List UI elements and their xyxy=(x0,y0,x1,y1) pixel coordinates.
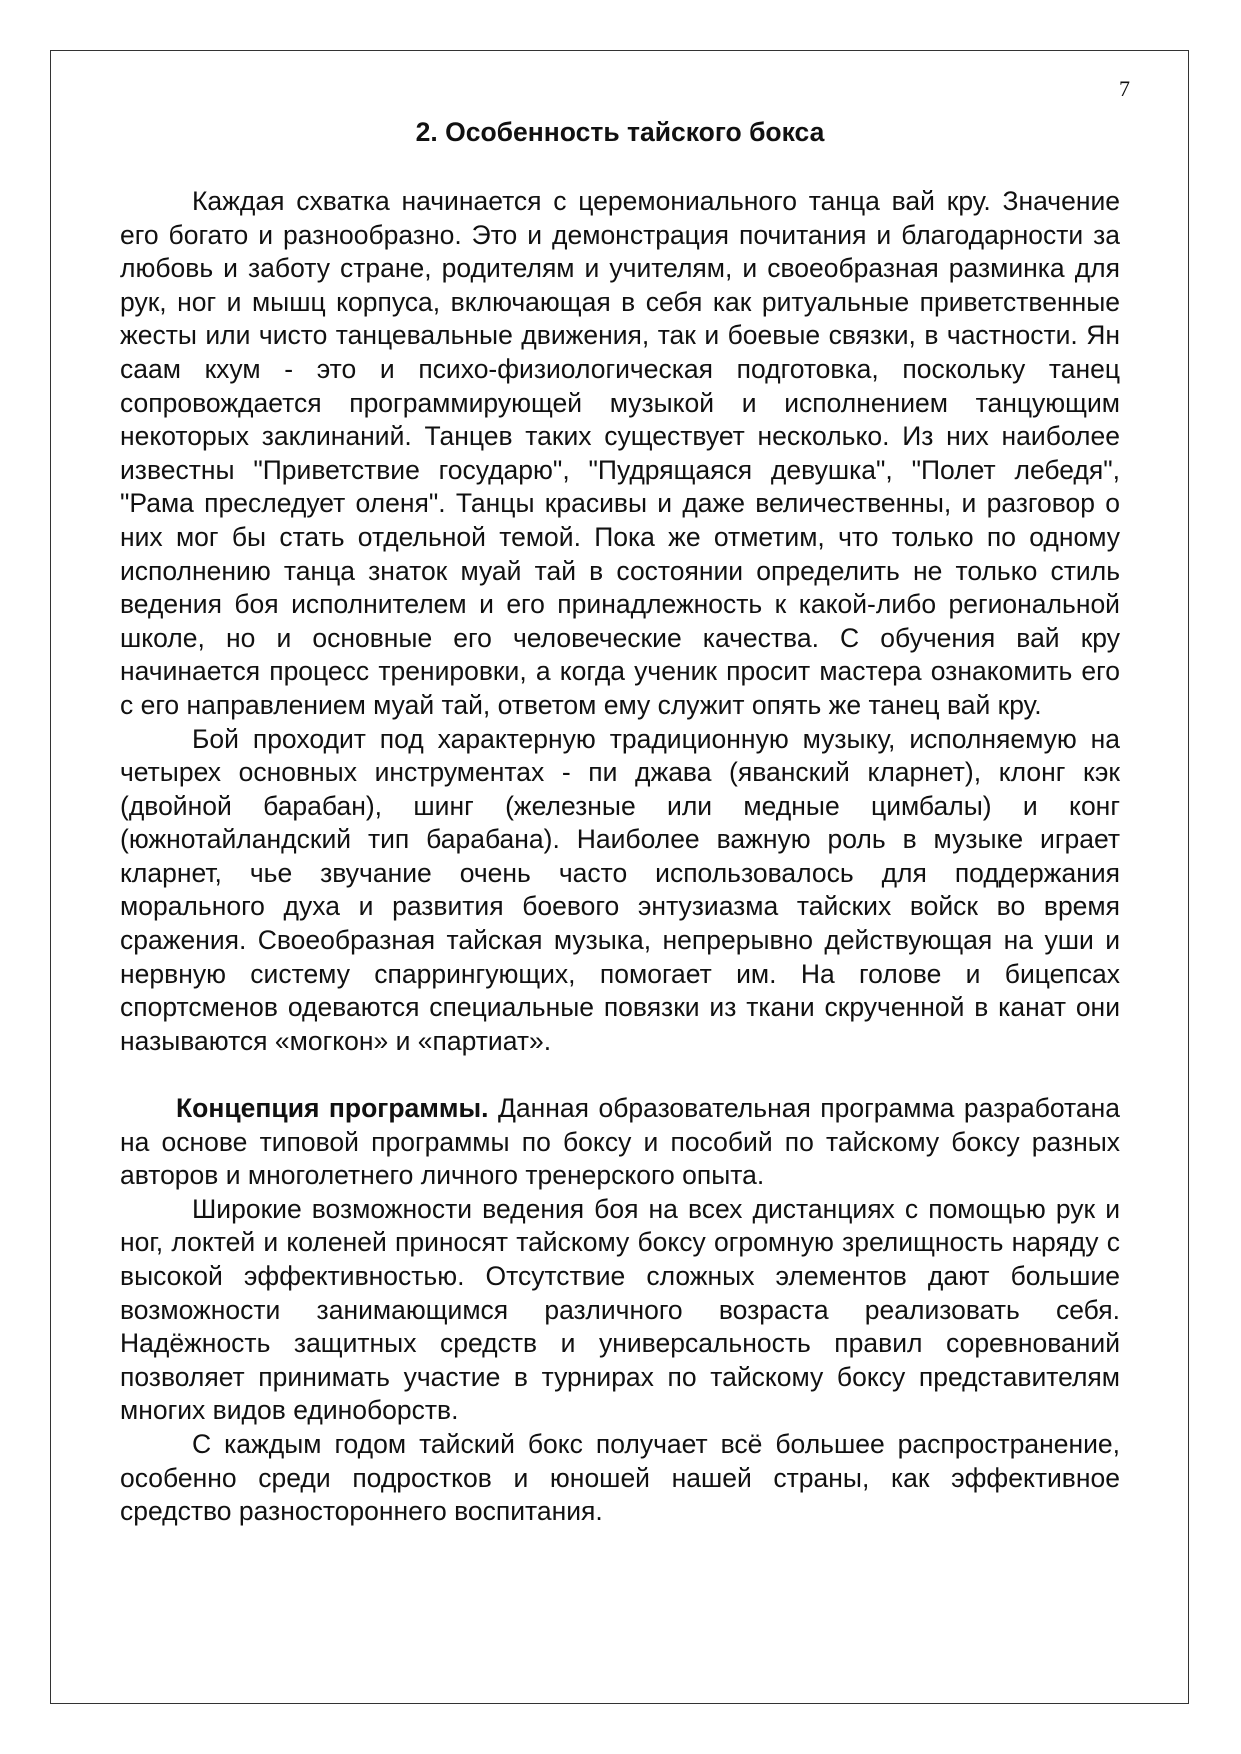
document-body xyxy=(120,185,1120,1529)
paragraph-wai-kru: Каждая схватка начинается с церемониального танца вай кру. Значение его богато и разнообразно. Это и демонстрация почитания и благодарности за любовь и заботу стране, родителям и учителям, и своеобразная разминка для рук, ног и мышц корпуса, включающая в себя как ритуальные приветственные жесты или чисто танцевальные движения, так и боевые связки, в частности. Ян саам кхум - это и психо-физиологическая подготовка, поскольку танец сопровождается программирующей музыкой и исполнением танцующим некоторых заклинаний. Танцев таких существует несколько. Из них наиболее известны "Приветствие государю", "Пудрящаяся девушка", "Полет лебедя", "Рама преследует оленя". Танцы красивы и даже величественны, и разговор о них мог бы стать отдельной темой. Пока же отметим, что только по одному исполнению танца знаток муай тай в состоянии определить не только стиль ведения боя исполнителем и его принадлежность к какой-либо региональной школе, но и основные его человеческие качества. С обучения вай кру начинается процесс тренировки, а когда ученик просит мастера ознакомить его с его направлением муай тай, ответом ему служит опять же танец вай кру. xyxy=(120,186,1120,720)
concept-label: Концепция программы. xyxy=(176,1093,489,1124)
section-title: 2. Особенность тайского бокса xyxy=(415,117,825,147)
paragraph-concept xyxy=(120,1092,1120,1193)
paragraph-popularity: С каждым годом тайский бокс получает всё большее распространение, особенно среди подростков и юношей нашей страны, как эффективное средство разностороннего воспитания. xyxy=(120,1428,1120,1527)
concept-text: Данная образовательная программа разработана на основе типовой программы по боксу и пособий по тайскому боксу разных авторов и многолетнего личного тренерского опыта. xyxy=(120,1093,1120,1191)
paragraph-music: Бой проходит под характерную традиционную музыку, исполняемую на четырех основных инструментах - пи джава (яванский кларнет), клонг кэк (двойной барабан), шинг (железные или медные цимбалы) и конг (южнотайландский тип барабана). Наиболее важную роль в музыке играет кларнет, чье звучание очень часто использовалось для поддержания морального духа и развития боевого энтузиазма тайских войск во время сражения. Своеобразная тайская музыка, непрерывно действующая на уши и нервную систему спаррингующих, помогает им. На голове и бицепсах спортсменов одеваются специальные повязки из ткани скрученной в канат они называются «могкон» и «партиат». xyxy=(120,723,1120,1056)
paragraph-opportunities: Широкие возможности ведения боя на всех дистанциях с помощью рук и ног, локтей и коленей приносят тайскому боксу огромную зрелищность наряду с высокой эффективностью. Отсутствие сложных элементов дают большие возможности занимающимся различного возраста реализовать себя. Надёжность защитных средств и универсальность правил соревнований позволяет принимать участие в турнирах по тайскому боксу представителям многих видов единоборств. xyxy=(120,1193,1120,1426)
page-number: 7 xyxy=(1119,76,1130,101)
